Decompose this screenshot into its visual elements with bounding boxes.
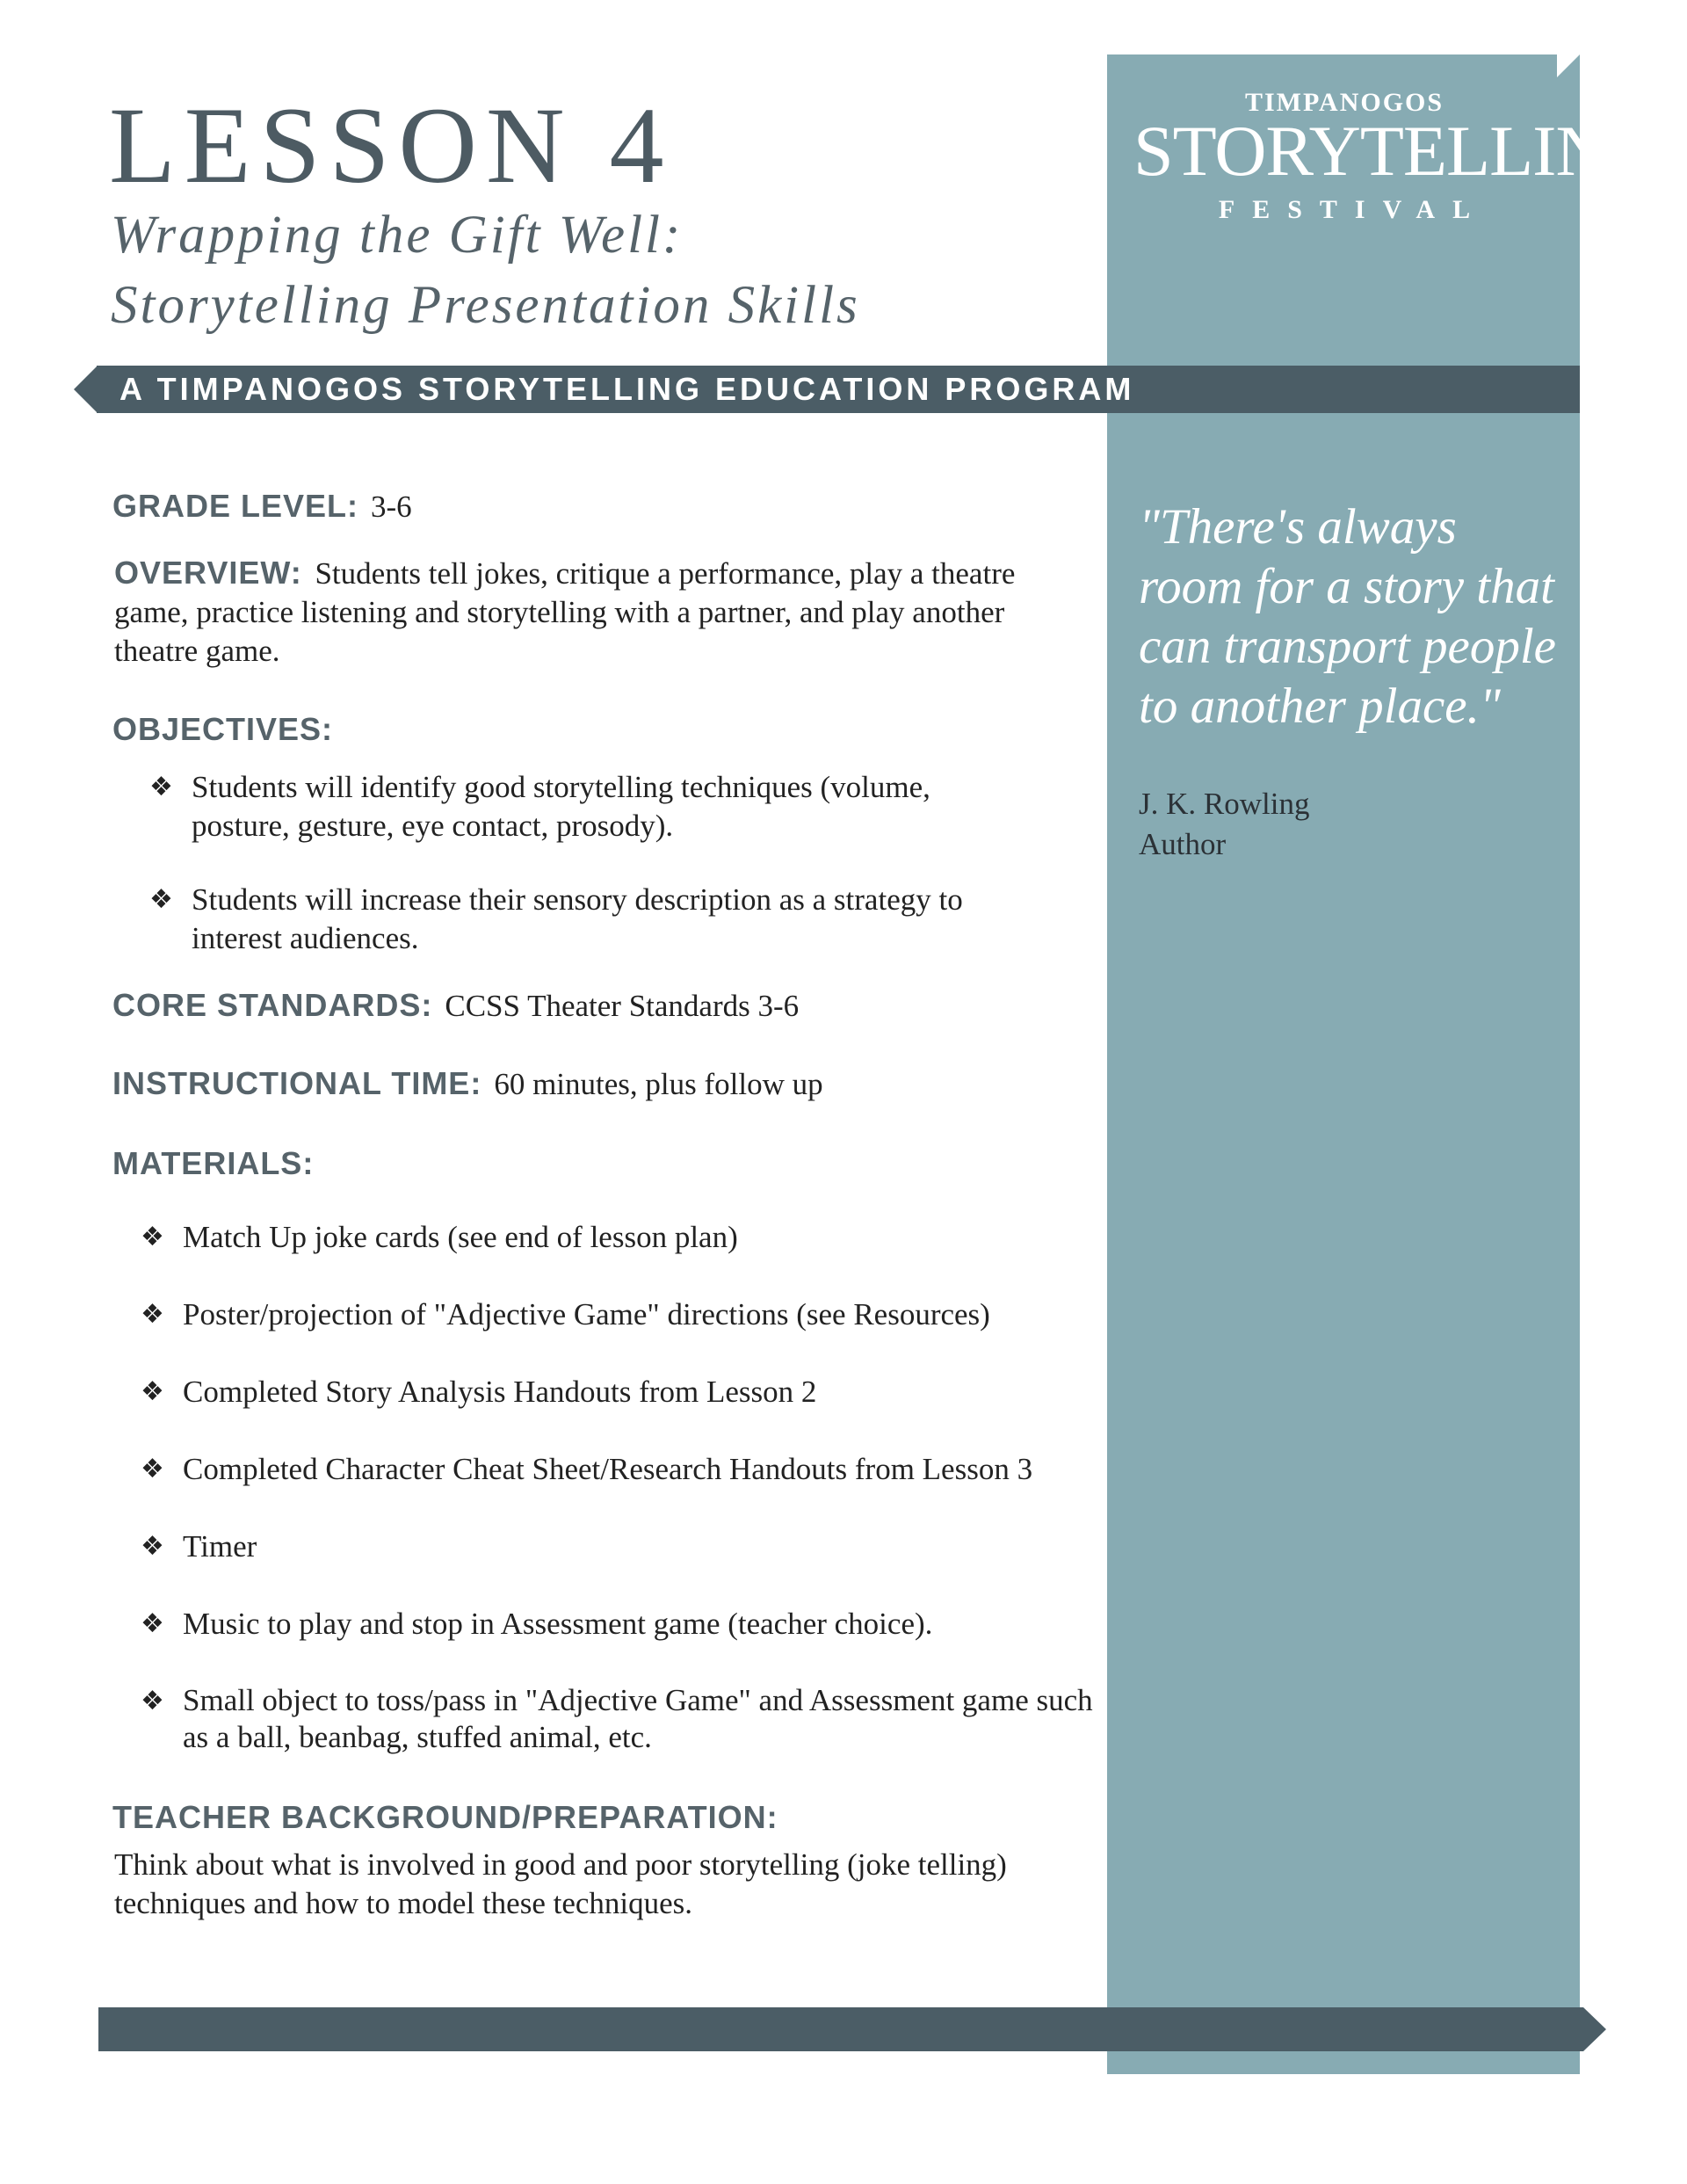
diamond-bullet-icon: ❖ (141, 1454, 164, 1484)
quote-author-role: Author (1139, 827, 1227, 861)
diamond-bullet-icon: ❖ (141, 1686, 164, 1716)
objective-item (149, 881, 1010, 960)
footer-arrow (1583, 2007, 1606, 2051)
grade-level-label: GRADE LEVEL: (112, 488, 359, 524)
material-text: Music to play and stop in Assessment game (teacher choice). (183, 1607, 933, 1641)
teacher-background-label: TEACHER BACKGROUND/PREPARATION: (112, 1799, 778, 1835)
diamond-bullet-icon: ❖ (141, 1608, 164, 1639)
materials-heading-row (112, 1144, 314, 1190)
quote-attribution (1139, 784, 1534, 865)
sidebar-quote: "There's always room for a story that can transport people to another place." (1139, 499, 1556, 734)
material-item (141, 1450, 1107, 1489)
core-standards-row (112, 986, 799, 1032)
material-item (141, 1527, 1107, 1566)
diamond-bullet-icon: ❖ (141, 1376, 164, 1407)
material-text: Timer (183, 1529, 257, 1564)
festival-logo (1133, 88, 1658, 225)
core-standards-label: CORE STANDARDS: (112, 987, 433, 1023)
teacher-background-text: Think about what is involved in good and poor storytelling (joke telling) techniques and how to model these techniques. (114, 1847, 1007, 1920)
grade-level-value: 3-6 (371, 490, 412, 524)
material-text: Small object to toss/pass in "Adjective Game" and Assessment game such as a ball, beanbag, stuffed animal, etc. (183, 1683, 1093, 1754)
materials-label: MATERIALS: (112, 1145, 315, 1181)
objective-item (149, 768, 1010, 847)
material-text: Match Up joke cards (see end of lesson plan) (183, 1220, 738, 1254)
material-text: Completed Story Analysis Handouts from Lesson 2 (183, 1375, 817, 1409)
objectives-heading-row (112, 710, 333, 756)
logo-main-text: STORYTELLING (1133, 111, 1658, 191)
material-text: Completed Character Cheat Sheet/Research Handouts from Lesson 3 (183, 1452, 1033, 1486)
material-text: Poster/projection of "Adjective Game" directions (see Resources) (183, 1297, 990, 1331)
grade-level-row (112, 487, 412, 533)
lesson-title: LESSON 4 (109, 85, 673, 206)
material-item (141, 1218, 1107, 1257)
objective-text: Students will increase their sensory description as a strategy to interest audiences. (192, 882, 963, 955)
material-item (141, 1373, 1107, 1411)
overview-section (114, 554, 1028, 671)
instructional-time-row (112, 1064, 823, 1110)
diamond-bullet-icon: ❖ (149, 884, 173, 915)
material-item (141, 1605, 1107, 1643)
logo-bottom-text: FESTIVAL (1218, 195, 1488, 224)
footer-bar (98, 2007, 1583, 2051)
overview-text: Students tell jokes, critique a performance, play a theatre game, practice listening and storytelling with a partner, and play another theatre game. (114, 556, 1016, 668)
objective-text: Students will identify good storytelling techniques (volume, posture, gesture, eye contact, prosody). (192, 770, 930, 843)
material-item (141, 1682, 1107, 1761)
quote-author: J. K. Rowling (1139, 787, 1310, 821)
subtitle-line-2: Storytelling Presentation Skills (111, 276, 860, 335)
sidebar-corner-notch (1557, 54, 1580, 77)
overview-label: OVERVIEW: (114, 555, 302, 591)
instructional-time-label: INSTRUCTIONAL TIME: (112, 1065, 482, 1101)
diamond-bullet-icon: ❖ (149, 772, 173, 802)
program-banner-text: A TIMPANOGOS STORYTELLING EDUCATION PROGRAM (119, 371, 1135, 407)
banner-arrow (74, 366, 98, 413)
diamond-bullet-icon: ❖ (141, 1299, 164, 1330)
lesson-subtitle (111, 200, 860, 341)
sidebar-panel (1107, 54, 1658, 2074)
diamond-bullet-icon: ❖ (141, 1222, 164, 1252)
subtitle-line-1: Wrapping the Gift Well: (111, 206, 684, 265)
core-standards-value: CCSS Theater Standards 3-6 (445, 989, 800, 1023)
diamond-bullet-icon: ❖ (141, 1531, 164, 1562)
logo-top-text: TIMPANOGOS (1244, 88, 1444, 117)
instructional-time-value: 60 minutes, plus follow up (494, 1067, 823, 1101)
teacher-background-heading-row (112, 1798, 778, 1844)
material-item (141, 1295, 1107, 1334)
objectives-label: OBJECTIVES: (112, 711, 334, 747)
